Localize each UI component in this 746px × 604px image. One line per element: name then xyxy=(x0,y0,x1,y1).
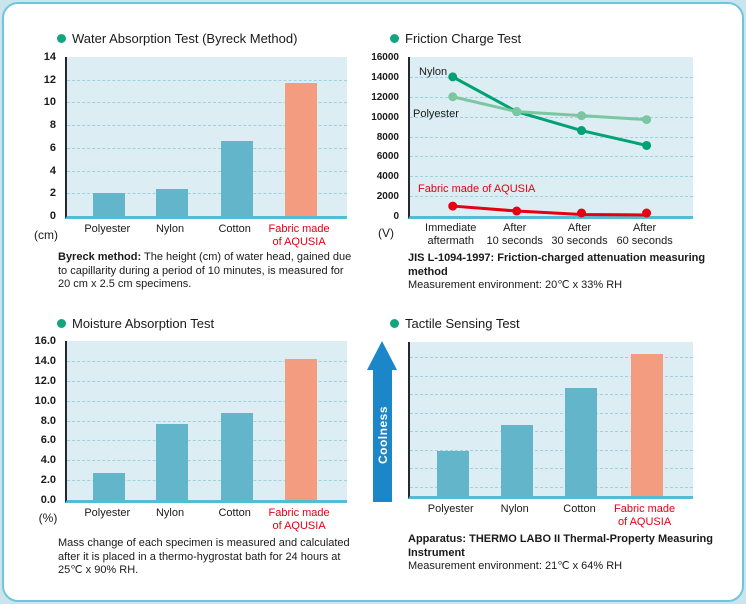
y-tick-label: 10 xyxy=(43,96,56,109)
y-tick-label: 16000 xyxy=(371,52,399,63)
x-category-label: Polyester xyxy=(84,223,131,235)
caption-body: The height (cm) of water head, gained due to capillarity during a period of 10 minutes, is measured for 20 cm x 2.5 cm specimens. xyxy=(58,251,352,290)
chart-title xyxy=(57,31,297,46)
arrow-shaft xyxy=(373,369,392,502)
coolness-arrow xyxy=(367,341,398,502)
y-tick-label: 4 xyxy=(49,164,56,177)
bar-cotton xyxy=(221,413,253,500)
bar-fabric made xyxy=(631,354,663,496)
caption-body: Measurement environment: 20℃ x 33% RH xyxy=(408,279,623,291)
y-tick-label: 2 xyxy=(49,187,56,200)
y-tick-label: 4000 xyxy=(376,171,399,183)
chart-title xyxy=(57,316,214,331)
tactile-caption xyxy=(408,533,728,574)
x-category-label: Nylon xyxy=(155,507,185,519)
x-category-label: Fabric made of AQUSIA xyxy=(614,503,676,528)
bar-fabric made xyxy=(285,359,317,500)
moisture-plot-area xyxy=(65,341,347,503)
line-nylon xyxy=(453,77,647,146)
tactile-plot-area xyxy=(408,342,693,499)
caption-lead: Byreck method: xyxy=(58,251,142,263)
friction-caption xyxy=(408,252,713,293)
data-point xyxy=(512,107,521,116)
data-point xyxy=(642,141,651,150)
y-tick-label: 8 xyxy=(49,119,56,132)
y-tick-label: 12000 xyxy=(371,91,399,103)
moisture-caption: Mass change of each specimen is measured and calculated after it is placed in a thermo-hygrostat bath for 24 hours at 25℃ x 90% RH. xyxy=(58,537,350,576)
chart-title xyxy=(390,31,521,46)
bar-polyester xyxy=(93,193,125,216)
data-point xyxy=(512,207,521,216)
y-tick-label: 6.0 xyxy=(40,434,56,447)
x-category-label: Fabric made of AQUSIA xyxy=(268,507,330,532)
chart-title xyxy=(390,316,520,331)
bar-polyester xyxy=(93,473,125,500)
data-point xyxy=(448,72,457,81)
x-category-label: Cotton xyxy=(563,503,596,515)
y-tick-label: 2000 xyxy=(376,191,399,203)
y-axis-unit: (V) xyxy=(378,226,394,240)
x-category-label: Immediate aftermath xyxy=(425,222,477,247)
y-tick-label: 16.0 xyxy=(34,335,56,347)
series-label-aqusia: Fabric made of AQUSIA xyxy=(418,183,536,195)
water-caption xyxy=(58,251,356,292)
data-point xyxy=(577,209,586,218)
x-category-label: Polyester xyxy=(427,503,474,515)
grid-line xyxy=(67,80,347,81)
caption-body: Measurement environment: 21℃ x 64% RH xyxy=(408,560,623,572)
chart-title-text: Friction Charge Test xyxy=(405,31,522,46)
chart-title-text: Water Absorption Test (Byreck Method) xyxy=(72,31,298,46)
bar-nylon xyxy=(156,424,188,500)
data-point xyxy=(642,209,651,218)
series-label-nylon: Nylon xyxy=(419,66,448,78)
bar-cotton xyxy=(221,141,253,216)
bar-fabric made xyxy=(285,83,317,216)
bar-nylon xyxy=(501,425,533,496)
x-category-label: After 60 seconds xyxy=(616,222,673,247)
bullet-icon xyxy=(57,319,66,328)
y-tick-label: 6000 xyxy=(376,151,399,163)
line-polyester xyxy=(453,97,647,120)
bullet-icon xyxy=(390,319,399,328)
y-tick-label: 8000 xyxy=(376,131,399,143)
caption-lead: Apparatus: THERMO LABO II Thermal-Property Measuring Instrument xyxy=(408,533,713,559)
y-tick-label: 0 xyxy=(393,211,399,222)
y-tick-label: 14 xyxy=(43,51,56,63)
data-point xyxy=(448,202,457,211)
y-tick-label: 14000 xyxy=(371,71,399,83)
coolness-label: Coolness xyxy=(375,406,390,465)
chart-title-text: Moisture Absorption Test xyxy=(72,316,215,331)
x-category-label: Nylon xyxy=(155,223,185,235)
x-category-label: Fabric made of AQUSIA xyxy=(268,223,330,248)
x-category-label: After 10 seconds xyxy=(486,222,543,247)
bar-nylon xyxy=(156,189,188,216)
y-tick-label: 12 xyxy=(43,73,56,86)
x-category-label: Nylon xyxy=(500,503,529,515)
data-point xyxy=(448,92,457,101)
bullet-icon xyxy=(57,34,66,43)
y-axis-unit: (%) xyxy=(38,511,58,525)
y-tick-label: 0.0 xyxy=(40,494,56,506)
y-tick-label: 2.0 xyxy=(40,474,56,487)
data-point xyxy=(577,111,586,120)
line-fabric-made-of-aqusia xyxy=(453,206,647,215)
x-category-label: Polyester xyxy=(84,507,131,519)
x-category-label: Cotton xyxy=(218,223,251,235)
y-tick-label: 6 xyxy=(49,141,56,154)
x-category-label: Cotton xyxy=(218,507,251,519)
bullet-icon xyxy=(390,34,399,43)
y-tick-label: 14.0 xyxy=(34,354,56,367)
y-tick-label: 0 xyxy=(49,210,56,222)
data-point xyxy=(577,126,586,135)
y-tick-label: 4.0 xyxy=(40,454,56,467)
y-tick-label: 10.0 xyxy=(34,394,56,407)
bar-polyester xyxy=(437,451,469,496)
chart-title-text: Tactile Sensing Test xyxy=(405,316,520,331)
data-point xyxy=(642,115,651,124)
water-plot-area xyxy=(65,57,347,219)
x-category-label: After 30 seconds xyxy=(551,222,608,247)
y-tick-label: 8.0 xyxy=(40,414,56,427)
bar-cotton xyxy=(565,388,597,496)
caption-lead: JIS L-1094-1997: Friction-charged attenuation measuring method xyxy=(408,252,706,278)
y-tick-label: 10000 xyxy=(371,111,399,123)
y-axis-unit: (cm) xyxy=(34,228,58,242)
arrow-up-icon xyxy=(367,341,397,370)
y-tick-label: 12.0 xyxy=(34,374,56,387)
series-label-polyester: Polyester xyxy=(413,108,459,120)
